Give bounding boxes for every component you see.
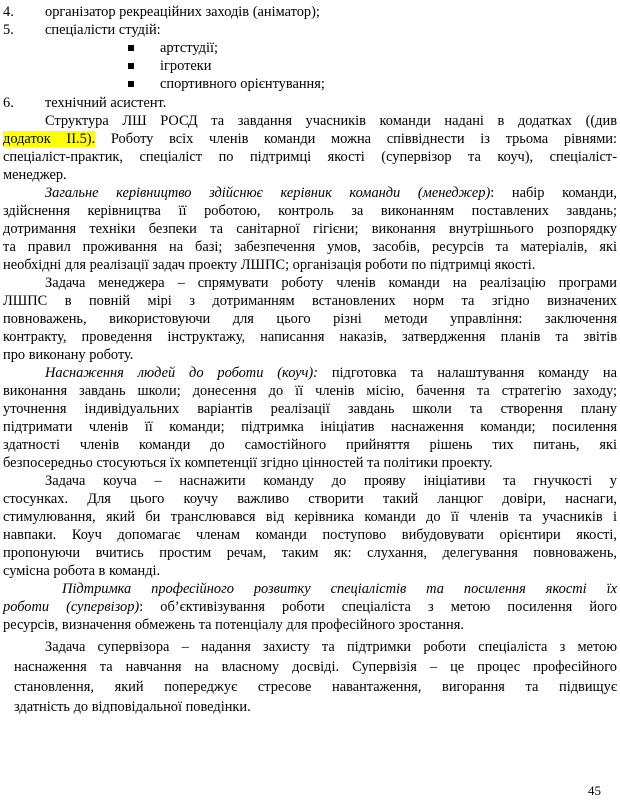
paragraph-line: менеджер. — [3, 167, 67, 183]
page-number: 45 — [588, 783, 601, 798]
paragraph-line: становлення, який попереджує стресове навантаження, вигорання та підвищує — [14, 679, 617, 695]
list-item-text: технічний асистент. — [45, 95, 167, 111]
paragraph-line: наснаження та навчання на власному досвіді. Супервізія – це процес професійного — [14, 659, 617, 675]
paragraph-line: здійснення керівництва її роботою, контроль за виконанням поставлених завдань; — [3, 203, 617, 219]
list-item-number: 6. — [3, 95, 14, 111]
highlighted-reference: додаток ІІ.5). — [3, 131, 96, 147]
italic-heading: роботи (супервізор) — [3, 599, 140, 615]
sublist-item: спортивного орієнтування; — [160, 76, 325, 92]
paragraph-line: навпаки. Коуч допомагає членам команди поступово вибудовувати орієнтири якості, — [3, 527, 617, 543]
paragraph-line: стимулювання, який би транслювався від керівника команди до її членів та учасників і — [3, 509, 617, 525]
paragraph-line: повноважень, використовуючи для цього різні методи управління: заключення — [3, 311, 617, 327]
paragraph-line: Структура ЛШ РОСД та завдання учасників команди надані в додатках ((див — [45, 113, 617, 129]
bullet-icon — [128, 63, 134, 69]
paragraph-line: ЛШПС в повній мірі з дотриманням встановлених норм та згідно визначених — [3, 293, 617, 309]
list-item-text: організатор рекреаційних заходів (аніматор); — [45, 4, 320, 20]
paragraph-line: уточнення індивідуальних варіантів реалізації завдань школи та створення плану — [3, 401, 617, 417]
paragraph-line: контракту, проведення інструктажу, написання наказів, затвердження планів та звітів — [3, 329, 617, 345]
paragraph-line: сумісна робота в команді. — [3, 563, 161, 579]
paragraph-line: необхідні для реалізації задач проекту ЛШПС; організація роботи по підтримці якості. — [3, 257, 536, 273]
paragraph-line: здатність до відповідальної поведінки. — [14, 699, 251, 715]
paragraph-line: спеціаліст-практик, спеціаліст по підтримці якості (супервізор та коуч), спеціаліст- — [3, 149, 617, 165]
italic-heading: Наснаження людей до роботи (коуч): — [45, 365, 318, 381]
paragraph-line — [45, 184, 617, 202]
paragraph-line: про виконану роботу. — [3, 347, 134, 363]
paragraph-line: ресурсів, визначення обмежень та потенціалу для професійного зростання. — [3, 617, 464, 633]
paragraph-text: Роботу всіх членів команди можна співвіднести із трьома рівнями: — [95, 131, 617, 147]
paragraph-line: пропонуючи вчитись простим речам, таким як: слухання, делегування повноважень, — [3, 545, 617, 561]
paragraph-line: дотримання техніки безпеки та санітарної гігієни; виконання внутрішнього розпорядку — [3, 221, 617, 237]
bullet-icon — [128, 45, 134, 51]
list-item-text: спеціалісти студій: — [45, 22, 161, 38]
paragraph-line — [3, 598, 617, 616]
paragraph-line: здатності членів команди до самостійного прийняття рішень тих питань, які — [3, 437, 617, 453]
paragraph-line — [3, 130, 617, 148]
list-item-number: 4. — [3, 4, 14, 20]
paragraph-line: Задача коуча – наснажити команду до прояву ініціативи та гнучкості у — [45, 473, 617, 489]
italic-heading: Загальне керівництво здійснює керівник команди (менеджер) — [45, 185, 491, 201]
paragraph-line: виконання завдань школи; донесення до її членів місію, бачення та стратегію заходу; — [3, 383, 617, 399]
list-item-number: 5. — [3, 22, 14, 38]
bullet-icon — [128, 81, 134, 87]
paragraph-line: безпосередньо стосуються їх компетенції згідно цінностей та політики проекту. — [3, 455, 493, 471]
sublist-item: ігротеки — [160, 58, 212, 74]
paragraph-text: : об’єктивізування роботи спеціаліста з метою посилення його — [139, 599, 618, 615]
paragraph-text: підготовка та налаштування команду на — [317, 365, 618, 381]
paragraph-line: Підтримка професійного розвитку спеціалістів та посилення якості їх — [62, 581, 617, 597]
paragraph-line: та правил проживання на базі; забезпечення умов, засобів, ресурсів та матеріалів, які — [3, 239, 617, 255]
paragraph-line: Задача менеджера – спрямувати роботу членів команди на реалізацію програми — [45, 275, 617, 291]
paragraph-line: стосунках. Для цього коучу важливо створити такий ланцюг довіри, наснаги, — [3, 491, 617, 507]
paragraph-line: підтримати членів її команди; підтримка ініціатив наснаження команди; посилення — [3, 419, 617, 435]
sublist-item: артстудії; — [160, 40, 218, 56]
paragraph-line — [45, 364, 617, 382]
paragraph-line: Задача супервізора – надання захисту та підтримки роботи спеціаліста з метою — [45, 639, 617, 655]
paragraph-text: : набір команди, — [490, 185, 617, 201]
